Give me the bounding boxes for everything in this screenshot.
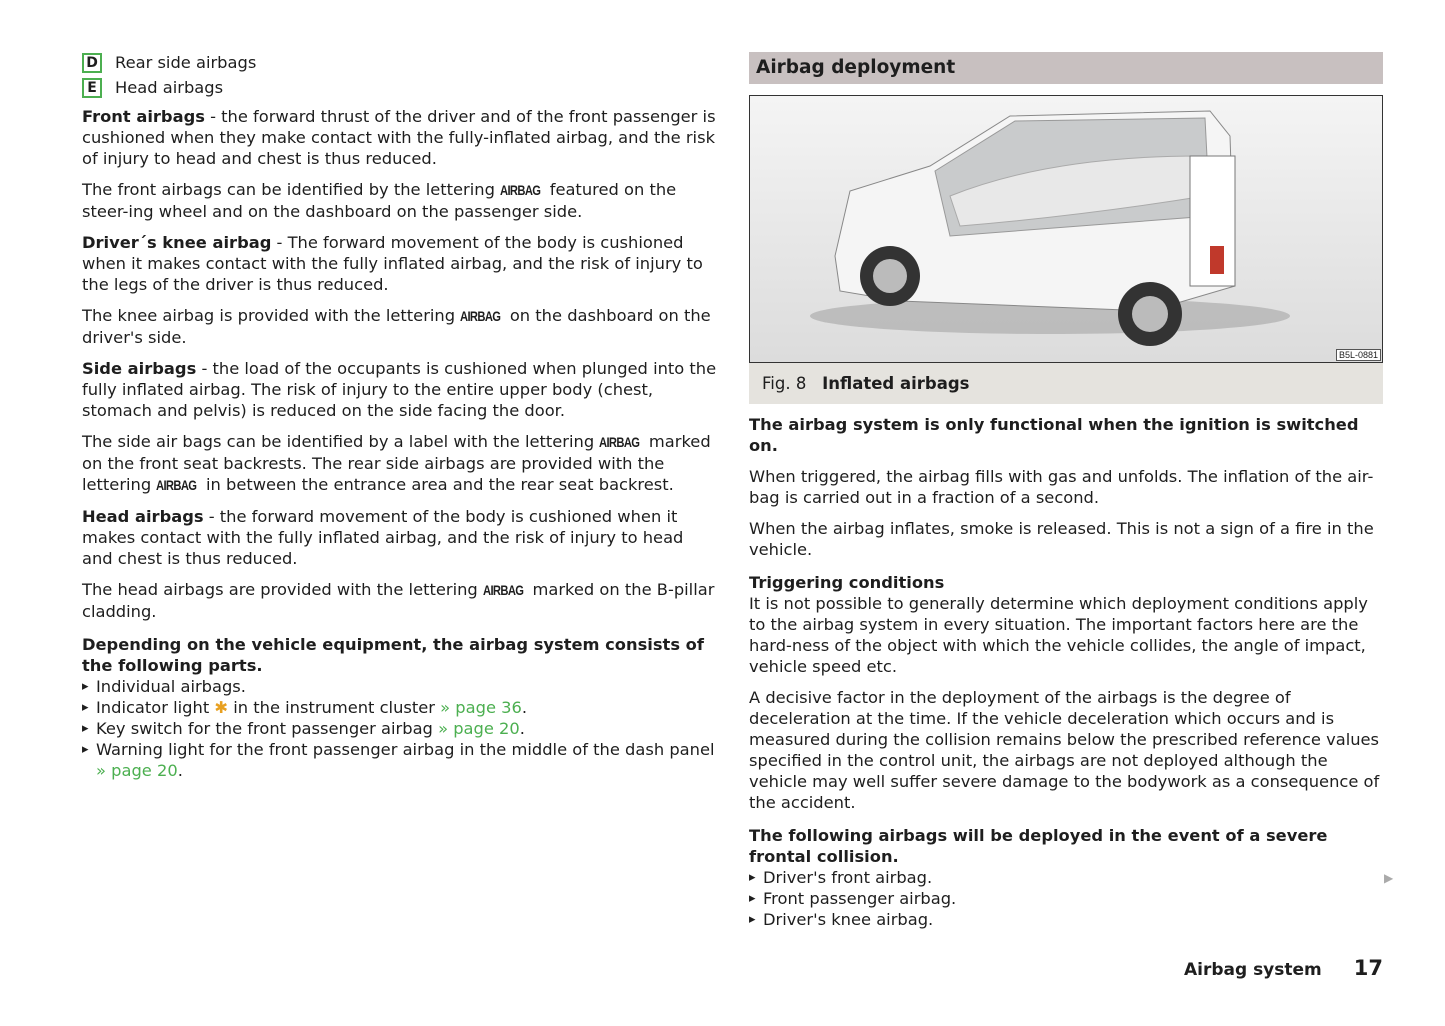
list-item — [82, 718, 718, 739]
text: The side air bags can be identified by a label with the lettering — [82, 432, 600, 451]
figure-code: B5L-0881 — [1336, 349, 1381, 361]
head-airbags-paragraph — [82, 506, 718, 569]
text: marked on the B-pillar cladding. — [82, 580, 715, 621]
section-title: Airbag deployment — [749, 52, 1383, 84]
term: Side airbags — [82, 359, 197, 378]
note — [749, 414, 1383, 456]
text: - the forward thrust of the driver and of the front passenger is cushioned when they make contact with the fully-inflated airbag, and the risk of injury to head and chest is thus reduced. — [82, 107, 716, 168]
note-text: The airbag system is only functional when the ignition is switched on. — [749, 415, 1359, 455]
text: - the forward movement of the body is cushioned when it makes contact with the fully inflated airbag, and the risk of injury to head and chest is thus reduced. — [82, 507, 684, 568]
paragraph: A decisive factor in the deployment of the airbags is the degree of deceleration at the time. If the vehicle deceleration which occurs and is measured during the collision remains below the prescribed reference values specified in the control unit, the airbags are not deployed although the vehicle may well suffer severe damage to the bodywork as a consequence of the accident. — [749, 688, 1380, 812]
footer-section: Airbag system — [1183, 960, 1322, 980]
frontal-list — [749, 867, 1383, 930]
page-link[interactable]: » page 36 — [440, 698, 522, 717]
continue-arrow-icon: ▶ — [1384, 871, 1394, 885]
label-e — [82, 75, 718, 100]
front-lettering-paragraph — [82, 179, 718, 222]
list-item: ▸ Driver's knee airbag. — [749, 909, 1383, 930]
text: . — [521, 698, 528, 717]
label-key: D — [82, 53, 102, 73]
left-column — [82, 50, 718, 781]
list-item — [82, 676, 718, 697]
term: Front airbags — [82, 107, 205, 126]
page-link[interactable]: » page 20 — [96, 761, 178, 780]
term: Driver´s knee airbag — [82, 233, 272, 252]
page-link[interactable]: » page 20 — [438, 719, 520, 738]
footer — [1184, 958, 1383, 981]
list-item: ▸ Front passenger airbag. — [749, 888, 1383, 909]
figure-caption — [749, 363, 1383, 404]
term: Head airbags — [82, 507, 204, 526]
airbag-warning-icon: ✱ — [214, 698, 229, 717]
text: Warning light for the front passenger airbag in the middle of the dash panel — [96, 740, 715, 759]
triggering-heading: Triggering conditions — [749, 573, 945, 592]
paragraph: When the airbag inflates, smoke is released. This is not a sign of a fire in the vehicle. — [749, 519, 1374, 559]
text: - The forward movement of the body is cushioned when it makes contact with the fully inflated airbag, and the risk of injury to the legs of the driver is thus reduced. — [82, 233, 703, 294]
parts-heading: Depending on the vehicle equipment, the airbag system consists of the following parts. — [82, 635, 704, 675]
label-d — [82, 50, 718, 75]
car-airbag-illustration — [750, 96, 1382, 362]
text: in the instrument cluster — [228, 698, 441, 717]
text: - the load of the occupants is cushioned when plunged into the fully inflated airbag. The risk of injury to the entire upper body (chest, stomach and pelvis) is reduced on the side facing the door. — [82, 359, 717, 420]
list-item — [82, 697, 718, 718]
airbag-lettering: AIRBAG — [599, 434, 640, 450]
text: The front airbags can be identified by the lettering — [82, 180, 501, 199]
text: Indicator light — [96, 698, 215, 717]
label-key: E — [82, 78, 102, 98]
page-number: 17 — [1353, 956, 1383, 980]
text: The knee airbag is provided with the lettering — [82, 306, 461, 325]
knee-lettering-paragraph — [82, 305, 718, 348]
text: Key switch for the front passenger airbag — [96, 719, 439, 738]
text: Individual airbags. — [96, 677, 246, 696]
figure-number: Fig. 8 — [762, 374, 807, 393]
figure-title: Inflated airbags — [822, 374, 970, 393]
front-airbags-paragraph — [82, 106, 718, 169]
frontal-heading: The following airbags will be deployed in the event of a severe frontal collision. — [749, 826, 1328, 866]
knee-airbag-paragraph — [82, 232, 718, 295]
airbag-lettering: AIRBAG — [460, 308, 501, 324]
text: featured on the steer-ing wheel and on the dashboard on the passenger side. — [82, 180, 677, 221]
figure-inflated-airbags — [749, 95, 1383, 363]
airbag-lettering: AIRBAG — [500, 182, 541, 198]
label-text: Rear side airbags — [115, 53, 257, 72]
list-item — [82, 739, 718, 781]
text: The head airbags are provided with the lettering — [82, 580, 483, 599]
side-lettering-paragraph — [82, 431, 718, 496]
side-airbags-paragraph — [82, 358, 718, 421]
paragraph: When triggered, the airbag fills with gas and unfolds. The inflation of the air-bag is carried out in a fraction of a second. — [749, 467, 1374, 507]
parts-list — [82, 676, 718, 781]
paragraph: It is not possible to generally determine which deployment conditions apply to the airbag system in every situation. The important factors here are the hard-ness of the object with which the vehicle collides, the angle of impact, vehicle speed etc. — [749, 594, 1368, 676]
airbag-lettering: AIRBAG — [156, 477, 197, 493]
text: marked on the front seat backrests. The rear side airbags are provided with the lettering — [82, 432, 711, 494]
airbag-lettering: AIRBAG — [482, 582, 524, 598]
head-lettering-paragraph — [82, 579, 718, 622]
text: . — [177, 761, 183, 780]
text: . — [519, 719, 525, 738]
right-column — [749, 50, 1383, 930]
text: in between the entrance area and the rear seat backrest. — [200, 475, 674, 494]
label-text: Head airbags — [115, 78, 224, 97]
list-item: ▸ Driver's front airbag. — [749, 867, 1383, 888]
text: on the dashboard on the driver's side. — [82, 306, 711, 347]
